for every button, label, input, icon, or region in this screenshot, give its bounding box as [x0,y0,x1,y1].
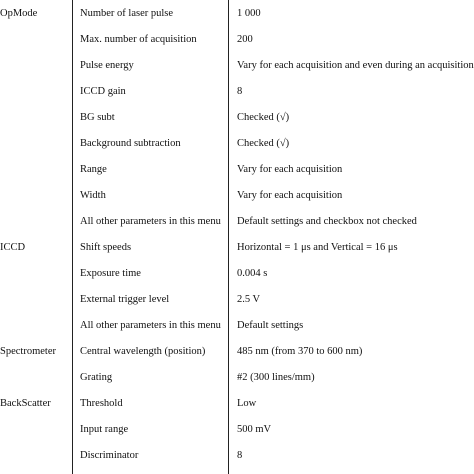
parameter-name: Width [80,190,106,201]
parameter-value: Low [237,398,257,409]
parameter-value: Default settings and checkbox not checked [237,216,417,227]
parameter-name: Pulse energy [80,60,134,71]
table-row [0,131,474,157]
section-label [0,261,70,287]
parameter-name: Max. number of acquisition [80,34,197,45]
section-label [0,287,70,313]
section-label [0,27,70,53]
parameter-name: Range [80,164,107,175]
parameter-name: External trigger level [80,294,170,305]
section-label [0,313,70,339]
section-label: BackScatter [0,398,51,409]
table-row [0,79,474,105]
parameter-value: 1 000 [237,8,261,19]
parameter-value: 0.004 s [237,268,268,279]
table-row [0,339,474,365]
table-row [0,157,474,183]
parameter-name: Central wavelength (position) [80,346,206,357]
parameter-value: Vary for each acquisition [237,164,343,175]
parameter-value: Checked (√) [237,138,290,149]
section-label [0,105,70,131]
table-row [0,287,474,313]
table-row [0,443,474,469]
section-label [0,183,70,209]
section-label: ICCD [0,242,26,253]
parameter-name: Background subtraction [80,138,181,149]
section-label [0,443,70,469]
parameter-name: Exposure time [80,268,141,279]
parameter-value: Default settings [237,320,304,331]
section-label [0,417,70,443]
parameter-value: Checked (√) [237,112,290,123]
table-row [0,261,474,287]
section-label [0,79,70,105]
parameter-name: Shift speeds [80,242,132,253]
table-row [0,365,474,391]
parameter-value: 8 [237,86,243,97]
parameter-name: Threshold [80,398,123,409]
parameter-name: ICCD gain [80,86,126,97]
parameter-value: 8 [237,450,243,461]
table-row [0,105,474,131]
table-row [0,53,474,79]
table-row [0,391,474,417]
parameter-value: Vary for each acquisition [237,190,343,201]
section-label [0,131,70,157]
parameter-value: 500 mV [237,424,272,435]
parameter-value: 485 nm (from 370 to 600 nm) [237,346,363,357]
parameter-value: 200 [237,34,253,45]
parameter-value: 2.5 V [237,294,261,305]
table-row [0,417,474,443]
table-row [0,235,474,261]
parameter-name: All other parameters in this menu [80,216,221,227]
parameter-value: Vary for each acquisition and even during an acquisition [237,60,474,71]
parameter-name: Number of laser pulse [80,8,174,19]
parameter-value: #2 (300 lines/mm) [237,372,315,383]
section-label: Spectrometer [0,346,56,357]
table-row [0,313,474,339]
section-label [0,53,70,79]
parameter-name: All other parameters in this menu [80,320,221,331]
section-label [0,157,70,183]
parameter-name: Input range [80,424,129,435]
table-row [0,183,474,209]
parameter-value: Horizontal = 1 μs and Vertical = 16 μs [237,242,398,253]
parameter-name: Discriminator [80,450,139,461]
parameter-name: Grating [80,372,113,383]
table-row [0,1,474,27]
parameter-name: BG subt [80,112,115,123]
section-label [0,365,70,391]
section-label: OpMode [0,8,38,19]
table-row [0,27,474,53]
section-label [0,209,70,235]
table-row [0,209,474,235]
